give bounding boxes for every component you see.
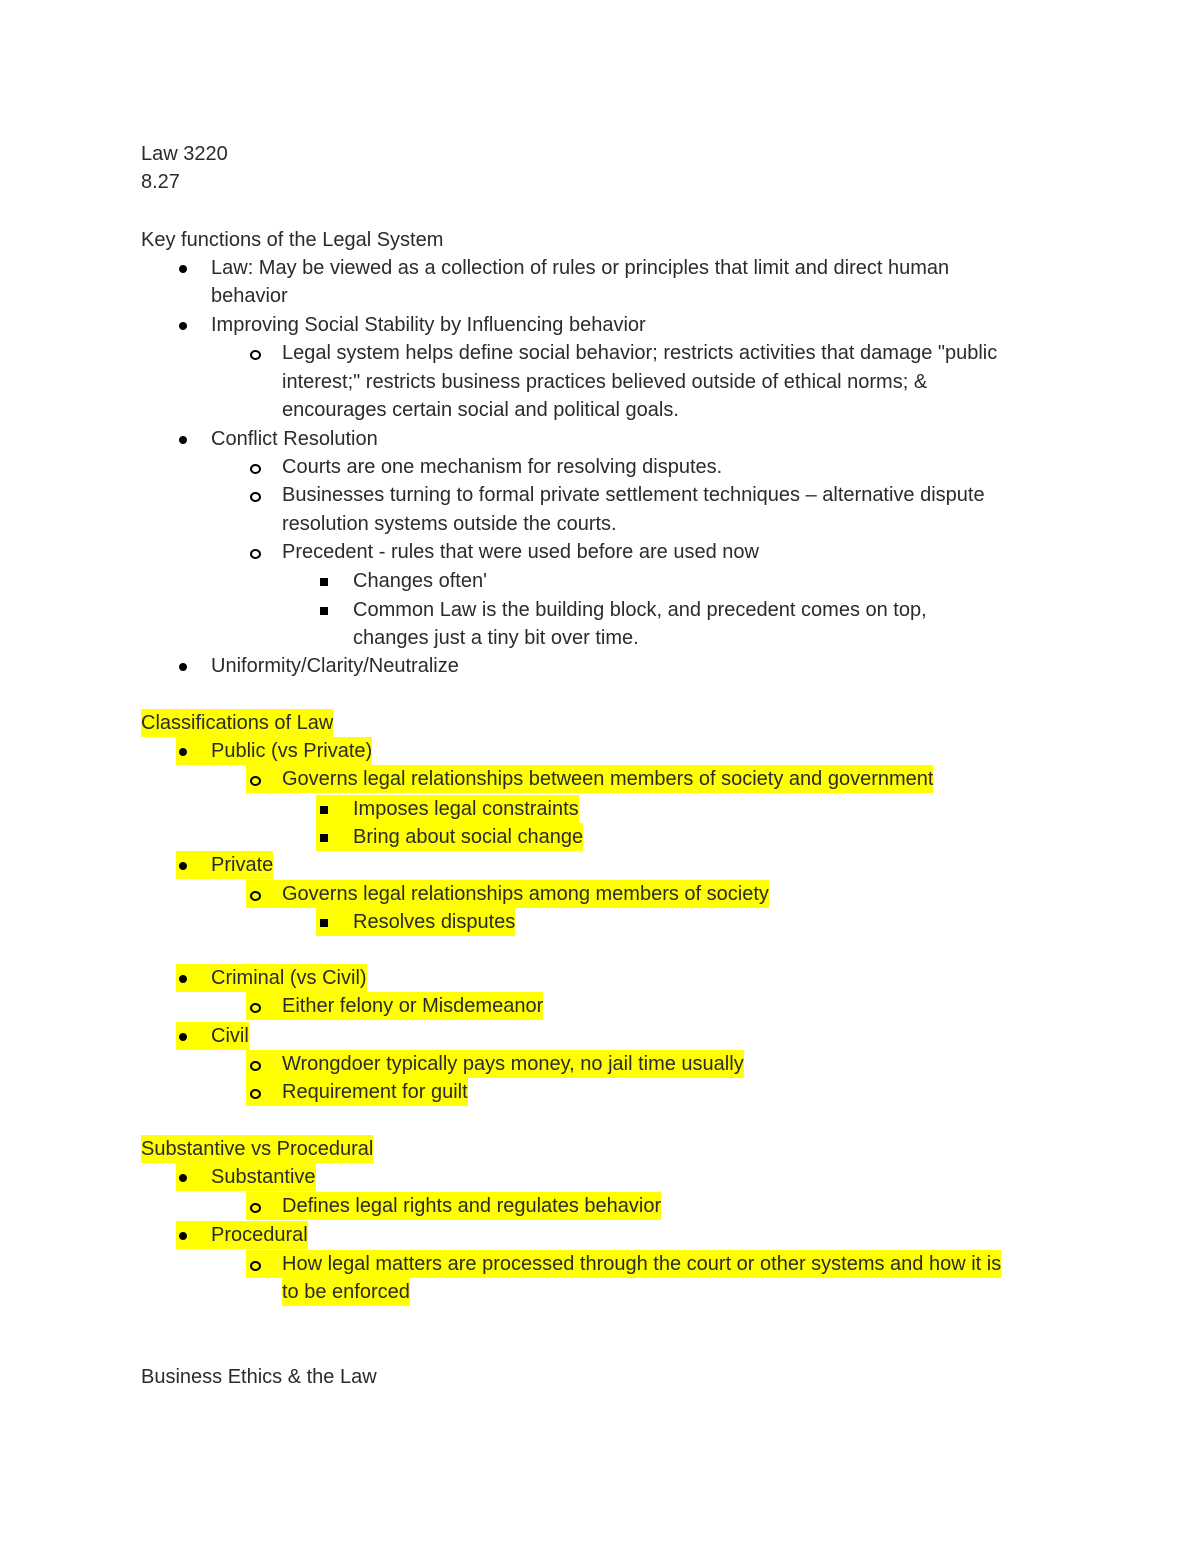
sub-item-private-governs: Governs legal relationships among members of society xyxy=(282,880,769,908)
course-title: Law 3220 xyxy=(141,143,228,165)
sub-item-legal-system-cont: interest;" restricts business practices believed outside of ethical norms; & xyxy=(282,371,928,393)
sub-item-how-processed-cont: to be enforced xyxy=(282,1278,410,1306)
sub-item-businesses-cont: resolution systems outside the courts. xyxy=(282,513,617,535)
sub-item-how-processed: How legal matters are processed through the court or other systems and how it is xyxy=(282,1250,1001,1278)
lecture-date: 8.27 xyxy=(141,171,180,193)
section-heading-key-functions: Key functions of the Legal System xyxy=(141,229,444,251)
sub-sub-item-imposes: Imposes legal constraints xyxy=(353,795,579,823)
section-heading-classifications: Classifications of Law xyxy=(141,709,333,737)
sub-item-defines: Defines legal rights and regulates behavior xyxy=(282,1192,661,1220)
list-item-private: Private xyxy=(211,851,273,879)
sub-item-felony: Either felony or Misdemeanor xyxy=(282,992,543,1020)
list-item-law-definition-cont: behavior xyxy=(211,285,288,307)
sub-item-courts: Courts are one mechanism for resolving disputes. xyxy=(282,456,723,478)
section-heading-substantive: Substantive vs Procedural xyxy=(141,1135,373,1163)
sub-item-precedent: Precedent - rules that were used before are used now xyxy=(282,541,759,563)
list-item-uniformity: Uniformity/Clarity/Neutralize xyxy=(211,655,459,677)
sub-sub-item-changes: Changes often' xyxy=(353,570,487,592)
list-item-public: Public (vs Private) xyxy=(211,737,372,765)
sub-item-public-governs: Governs legal relationships between members of society and government xyxy=(282,765,933,793)
sub-sub-item-common-law: Common Law is the building block, and precedent comes on top, xyxy=(353,599,927,621)
sub-item-legal-system: Legal system helps define social behavior; restricts activities that damage "public xyxy=(282,342,998,364)
sub-item-requirement: Requirement for guilt xyxy=(282,1078,468,1106)
list-item-social-stability: Improving Social Stability by Influencing behavior xyxy=(211,314,646,336)
sub-item-businesses: Businesses turning to formal private settlement techniques – alternative dispute xyxy=(282,484,985,506)
sub-item-legal-system-cont: encourages certain social and political goals. xyxy=(282,399,679,421)
sub-sub-item-bring: Bring about social change xyxy=(353,823,583,851)
sub-sub-item-resolves: Resolves disputes xyxy=(353,908,515,936)
list-item-substantive: Substantive xyxy=(211,1163,316,1191)
list-item-conflict-resolution: Conflict Resolution xyxy=(211,428,378,450)
list-item-civil: Civil xyxy=(211,1022,249,1050)
list-item-law-definition: Law: May be viewed as a collection of rules or principles that limit and direct human xyxy=(211,257,950,279)
section-heading-business-ethics: Business Ethics & the Law xyxy=(141,1366,377,1388)
list-item-procedural: Procedural xyxy=(211,1221,308,1249)
sub-sub-item-common-law-cont: changes just a tiny bit over time. xyxy=(353,627,639,649)
list-item-criminal: Criminal (vs Civil) xyxy=(211,964,367,992)
sub-item-wrongdoer: Wrongdoer typically pays money, no jail time usually xyxy=(282,1050,744,1078)
